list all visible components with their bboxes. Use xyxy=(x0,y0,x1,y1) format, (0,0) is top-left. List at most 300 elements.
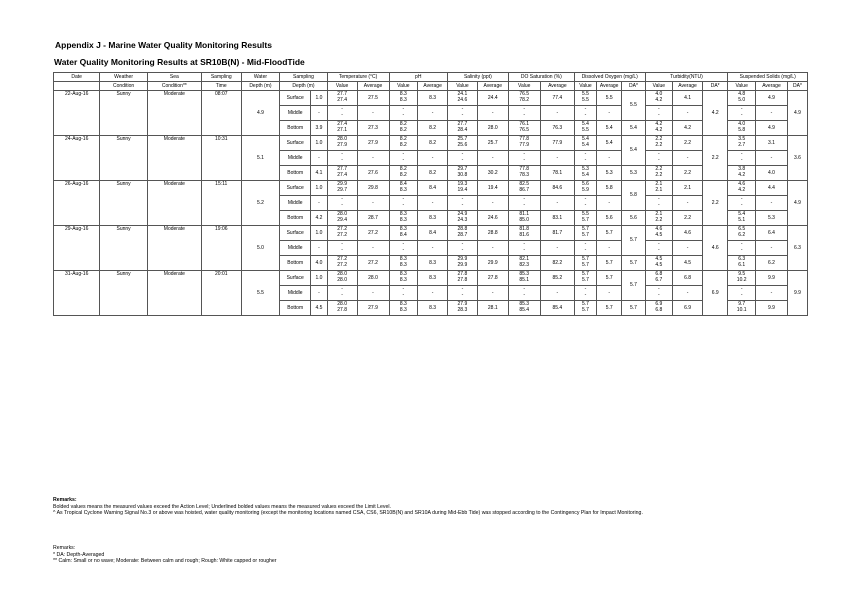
turbidity-value xyxy=(645,286,673,301)
salinity-value-reading: - xyxy=(461,112,464,118)
ph-value-reading: - xyxy=(402,196,405,203)
suspended-solids-average: 4.4 xyxy=(755,181,787,196)
ph-value-reading: 8.3 xyxy=(399,217,407,223)
salinity-value-reading: 25.7 xyxy=(457,136,468,143)
date-cell: 29-Aug-16 xyxy=(54,226,100,271)
turbidity-value xyxy=(645,196,673,211)
level-label-cell: Bottom xyxy=(280,211,311,226)
ph-value-reading: - xyxy=(402,292,405,298)
water-depth-cell: 5.1 xyxy=(241,136,280,181)
salinity-value-reading: 27.7 xyxy=(457,121,468,128)
salinity-value xyxy=(448,151,478,166)
turbidity-value xyxy=(645,181,673,196)
salinity-value-reading: 27.8 xyxy=(457,271,468,278)
water-depth-cell: 4.9 xyxy=(241,91,280,136)
dissolved-oxygen-value-reading: 5.5 xyxy=(582,211,589,218)
col-do-saturation: DO Saturation (%) xyxy=(508,73,574,82)
suspended-solids-value-reading: - xyxy=(740,286,743,293)
do-saturation-value-reading: 77.8 xyxy=(519,136,530,143)
turbidity-average: 2.2 xyxy=(673,211,703,226)
temperature-average: 27.5 xyxy=(357,91,389,106)
col-ph: pH xyxy=(389,73,447,82)
turbidity-value-reading: - xyxy=(658,286,660,293)
dissolved-oxygen-da-bottom: 5.6 xyxy=(622,211,645,226)
date-cell: 26-Aug-16 xyxy=(54,181,100,226)
ph-value xyxy=(389,271,418,286)
ph-value-reading: - xyxy=(402,241,405,248)
col-sampling-depth-sub: Depth (m) xyxy=(280,82,327,91)
dissolved-oxygen-value xyxy=(574,286,596,301)
salinity-average: - xyxy=(477,286,508,301)
temperature-value-reading: 27.2 xyxy=(337,226,347,233)
temperature-average: 27.9 xyxy=(357,136,389,151)
temperature-value-reading: 29.4 xyxy=(337,217,347,223)
suspended-solids-value-reading: 3.8 xyxy=(738,166,746,173)
dissolved-oxygen-average: - xyxy=(597,241,622,256)
ph-average: 8.3 xyxy=(418,211,448,226)
do-saturation-value-reading: - xyxy=(523,151,526,158)
col-time-sub: Time xyxy=(201,82,241,91)
sampling-time-cell: 20:01 xyxy=(201,271,241,316)
temperature-average: 27.2 xyxy=(357,226,389,241)
do-saturation-value-reading: 81.1 xyxy=(519,211,530,218)
salinity-value-reading: 19.3 xyxy=(457,181,468,188)
table-row xyxy=(54,181,808,196)
suspended-solids-average: 3.1 xyxy=(755,136,787,151)
suspended-solids-value-reading: 9.5 xyxy=(738,271,746,278)
remarks-line: ** Calm: Small or no wave; Moderate: Between calm and rough; Rough: White capped or rougher xyxy=(53,558,277,564)
sea-condition-cell: Moderate xyxy=(147,181,201,226)
suspended-solids-average: - xyxy=(755,106,787,121)
ph-value xyxy=(389,241,418,256)
dissolved-oxygen-da-bottom: 5.7 xyxy=(622,301,645,316)
salinity-value-reading: - xyxy=(461,241,464,248)
do-saturation-value-reading: 78.3 xyxy=(519,172,530,178)
sampling-time-cell: 10:31 xyxy=(201,136,241,181)
suspended-solids-value-reading: 6.3 xyxy=(738,256,746,263)
do-saturation-value xyxy=(508,196,540,211)
do-saturation-value-reading: 86.7 xyxy=(519,187,530,193)
temperature-average: 27.2 xyxy=(357,256,389,271)
level-label-cell: Bottom xyxy=(280,256,311,271)
date-cell: 22-Aug-16 xyxy=(54,91,100,136)
suspended-solids-value-reading: 4.0 xyxy=(738,121,746,128)
ph-value-reading: 8.4 xyxy=(399,181,407,188)
col-sea: Sea xyxy=(147,73,201,82)
dissolved-oxygen-value-reading: - xyxy=(584,292,587,298)
temperature-value-reading: 27.1 xyxy=(337,127,347,133)
temperature-value xyxy=(327,271,357,286)
salinity-value-reading: 28.7 xyxy=(457,232,468,238)
ph-value xyxy=(389,106,418,121)
temperature-average: - xyxy=(357,151,389,166)
sampling-depth-cell: 4.2 xyxy=(311,211,328,226)
suspended-solids-value xyxy=(728,271,756,286)
temperature-value-reading: 27.4 xyxy=(337,121,347,128)
table-row xyxy=(54,226,808,241)
dissolved-oxygen-average: 5.7 xyxy=(597,271,622,286)
temperature-value xyxy=(327,241,357,256)
suspended-solids-value-reading: 4.2 xyxy=(738,187,746,193)
suspended-solids-value xyxy=(728,166,756,181)
suspended-solids-value xyxy=(728,226,756,241)
dissolved-oxygen-da-bottom: 5.3 xyxy=(622,166,645,181)
turbidity-value-reading: 4.5 xyxy=(655,232,663,238)
temperature-value-reading: - xyxy=(341,157,343,163)
sampling-time-cell: 08:07 xyxy=(201,91,241,136)
temperature-value-reading: 27.2 xyxy=(337,256,347,263)
dissolved-oxygen-value-reading: - xyxy=(584,196,587,203)
suspended-solids-da: 3.6 xyxy=(787,136,807,181)
do-saturation-value-reading: - xyxy=(523,286,526,293)
dissolved-oxygen-da: 5.7 xyxy=(622,271,645,301)
ph-value-reading: 8.2 xyxy=(399,166,407,173)
do-saturation-average: 81.7 xyxy=(540,226,574,241)
do-saturation-average: - xyxy=(540,151,574,166)
dissolved-oxygen-value-reading: 5.3 xyxy=(582,166,589,173)
table-title: Water Quality Monitoring Results at SR10B(N) - Mid-FloodTide xyxy=(54,57,305,67)
ph-value xyxy=(389,301,418,316)
dissolved-oxygen-value-reading: 5.7 xyxy=(582,271,589,278)
sampling-depth-cell: 4.0 xyxy=(311,256,328,271)
suspended-solids-average: - xyxy=(755,151,787,166)
temperature-value-reading: 28.0 xyxy=(337,277,347,283)
do-saturation-value xyxy=(508,271,540,286)
suspended-solids-value-reading: - xyxy=(740,106,743,113)
temperature-value-reading: 27.7 xyxy=(337,91,347,98)
salinity-value-reading: 29.7 xyxy=(457,166,468,173)
salinity-value-reading: - xyxy=(461,286,464,293)
dissolved-oxygen-value-reading: - xyxy=(584,106,587,113)
temperature-average: - xyxy=(357,196,389,211)
suspended-solids-value-reading: - xyxy=(740,241,743,248)
salinity-value xyxy=(448,166,478,181)
temperature-value-reading: - xyxy=(341,202,343,208)
sampling-depth-cell: - xyxy=(311,151,328,166)
temperature-value xyxy=(327,256,357,271)
dissolved-oxygen-value-reading: 5.7 xyxy=(582,232,589,238)
col-da: DA* xyxy=(702,82,727,91)
level-label-cell: Surface xyxy=(280,226,311,241)
do-saturation-average: 77.4 xyxy=(540,91,574,106)
ph-value-reading: 8.2 xyxy=(399,121,407,128)
temperature-value-reading: - xyxy=(341,112,343,118)
temperature-value-reading: - xyxy=(341,151,343,158)
salinity-value xyxy=(448,226,478,241)
salinity-value-reading: - xyxy=(461,157,464,163)
header-row-sub xyxy=(54,82,808,91)
ph-value-reading: 8.3 xyxy=(399,277,407,283)
remarks-line: Bolded values means the measured values exceed the Action Level; Underlined bolded values means the measured values exceed the Limit Level. xyxy=(53,503,391,510)
ph-value xyxy=(389,136,418,151)
turbidity-value-reading: 4.2 xyxy=(655,121,663,128)
table-row xyxy=(54,271,808,286)
ph-average: - xyxy=(418,106,448,121)
ph-value-reading: 8.2 xyxy=(399,172,407,178)
sampling-depth-cell: - xyxy=(311,286,328,301)
turbidity-value-reading: 6.8 xyxy=(655,307,663,313)
dissolved-oxygen-average: - xyxy=(597,196,622,211)
temperature-value-reading: 27.2 xyxy=(337,232,347,238)
level-label-cell: Surface xyxy=(280,91,311,106)
ph-value-reading: 8.3 xyxy=(399,187,407,193)
turbidity-average: - xyxy=(673,151,703,166)
turbidity-average: - xyxy=(673,286,703,301)
temperature-value-reading: - xyxy=(341,247,343,253)
dissolved-oxygen-value-reading: - xyxy=(584,247,587,253)
do-saturation-value-reading: 77.8 xyxy=(519,166,530,173)
level-label-cell: Middle xyxy=(280,241,311,256)
dissolved-oxygen-value-reading: - xyxy=(584,157,587,163)
do-saturation-value xyxy=(508,301,540,316)
do-saturation-value xyxy=(508,106,540,121)
dissolved-oxygen-average: 5.5 xyxy=(597,91,622,106)
turbidity-average: 2.2 xyxy=(673,166,703,181)
ph-value-reading: - xyxy=(402,112,405,118)
dissolved-oxygen-average: 5.8 xyxy=(597,181,622,196)
suspended-solids-da: 4.9 xyxy=(787,181,807,226)
turbidity-value xyxy=(645,106,673,121)
salinity-value-reading: 28.3 xyxy=(457,307,468,313)
col-value: Value xyxy=(389,82,418,91)
turbidity-value xyxy=(645,211,673,226)
turbidity-value xyxy=(645,151,673,166)
temperature-average: 29.8 xyxy=(357,181,389,196)
suspended-solids-da: 6.3 xyxy=(787,226,807,271)
salinity-value-reading: - xyxy=(461,106,464,113)
weather-cell: Sunny xyxy=(100,181,147,226)
temperature-value-reading: 29.7 xyxy=(337,187,347,193)
salinity-value-reading: - xyxy=(461,196,464,203)
turbidity-value-reading: 2.2 xyxy=(655,142,663,148)
turbidity-da: 6.9 xyxy=(702,271,727,316)
level-label-cell: Middle xyxy=(280,286,311,301)
salinity-average: 28.1 xyxy=(477,301,508,316)
col-turbidity: Turbidity(NTU) xyxy=(645,73,728,82)
suspended-solids-average: - xyxy=(755,286,787,301)
do-saturation-value-reading: - xyxy=(523,112,526,118)
dissolved-oxygen-average: - xyxy=(597,286,622,301)
dissolved-oxygen-value xyxy=(574,211,596,226)
level-label-cell: Bottom xyxy=(280,301,311,316)
do-saturation-average: 84.6 xyxy=(540,181,574,196)
dissolved-oxygen-value-reading: 5.4 xyxy=(582,142,589,148)
sampling-depth-cell: - xyxy=(311,106,328,121)
suspended-solids-value xyxy=(728,151,756,166)
temperature-value xyxy=(327,91,357,106)
do-saturation-value-reading: 81.6 xyxy=(519,232,530,238)
suspended-solids-average: 4.9 xyxy=(755,121,787,136)
temperature-value-reading: 27.2 xyxy=(337,262,347,268)
temperature-average: 27.9 xyxy=(357,301,389,316)
col-average: Average xyxy=(673,82,703,91)
suspended-solids-value xyxy=(728,106,756,121)
dissolved-oxygen-value-reading: 5.7 xyxy=(582,301,589,308)
sampling-depth-cell: - xyxy=(311,241,328,256)
salinity-value-reading: 29.9 xyxy=(457,262,468,268)
do-saturation-value-reading: - xyxy=(523,247,526,253)
col-da: DA* xyxy=(787,82,807,91)
date-cell: 24-Aug-16 xyxy=(54,136,100,181)
suspended-solids-value xyxy=(728,211,756,226)
remarks-bottom xyxy=(53,545,276,565)
remarks-heading: Remarks: xyxy=(53,545,76,551)
dissolved-oxygen-value xyxy=(574,106,596,121)
sampling-depth-cell: 1.0 xyxy=(311,136,328,151)
sampling-time-cell: 19:06 xyxy=(201,226,241,271)
turbidity-value xyxy=(645,256,673,271)
suspended-solids-value xyxy=(728,286,756,301)
col-water-depth: Water xyxy=(241,73,280,82)
salinity-average: 28.0 xyxy=(477,121,508,136)
ph-value xyxy=(389,226,418,241)
col-value: Value xyxy=(448,82,478,91)
suspended-solids-value-reading: - xyxy=(740,202,743,208)
turbidity-average: 4.5 xyxy=(673,256,703,271)
level-label-cell: Surface xyxy=(280,271,311,286)
dissolved-oxygen-value-reading: 5.7 xyxy=(582,226,589,233)
temperature-value xyxy=(327,211,357,226)
suspended-solids-value-reading: 10.2 xyxy=(736,277,747,283)
do-saturation-value-reading: 85.1 xyxy=(519,277,530,283)
turbidity-value-reading: - xyxy=(658,196,660,203)
suspended-solids-average: - xyxy=(755,241,787,256)
temperature-value xyxy=(327,301,357,316)
table-row xyxy=(54,136,808,151)
col-average: Average xyxy=(418,82,448,91)
temperature-value-reading: - xyxy=(341,106,343,113)
turbidity-da: 2.2 xyxy=(702,181,727,226)
ph-average: 8.2 xyxy=(418,166,448,181)
do-saturation-value-reading: 76.5 xyxy=(519,127,530,133)
sea-condition-cell: Moderate xyxy=(147,136,201,181)
salinity-value-reading: 24.3 xyxy=(457,217,468,223)
turbidity-value-reading: 2.2 xyxy=(655,217,663,223)
temperature-average: - xyxy=(357,106,389,121)
ph-value-reading: - xyxy=(402,247,405,253)
col-weather: Weather xyxy=(100,73,147,82)
dissolved-oxygen-average: 5.3 xyxy=(597,166,622,181)
suspended-solids-da: 9.9 xyxy=(787,271,807,316)
ph-average: 8.3 xyxy=(418,271,448,286)
sampling-depth-cell: - xyxy=(311,196,328,211)
turbidity-value xyxy=(645,91,673,106)
salinity-value-reading: 30.8 xyxy=(457,172,468,178)
suspended-solids-value xyxy=(728,136,756,151)
salinity-average: 29.9 xyxy=(477,256,508,271)
do-saturation-average: 83.1 xyxy=(540,211,574,226)
temperature-value-reading: - xyxy=(341,292,343,298)
suspended-solids-value-reading: 5.1 xyxy=(738,217,746,223)
suspended-solids-value-reading: 4.8 xyxy=(738,91,746,98)
turbidity-value-reading: 2.1 xyxy=(655,211,663,218)
ph-value-reading: 8.4 xyxy=(399,232,407,238)
temperature-average: - xyxy=(357,241,389,256)
dissolved-oxygen-average: 5.6 xyxy=(597,211,622,226)
sampling-time-cell: 15:11 xyxy=(201,181,241,226)
do-saturation-value-reading: - xyxy=(523,106,526,113)
ph-average: 8.2 xyxy=(418,121,448,136)
salinity-value-reading: - xyxy=(461,151,464,158)
appendix-title: Appendix J - Marine Water Quality Monitoring Results xyxy=(55,40,272,50)
turbidity-average: 4.1 xyxy=(673,91,703,106)
dissolved-oxygen-da: 5.5 xyxy=(622,91,645,121)
do-saturation-value-reading: 82.5 xyxy=(519,181,530,188)
temperature-average: - xyxy=(357,286,389,301)
dissolved-oxygen-average: 5.7 xyxy=(597,226,622,241)
salinity-value-reading: 25.6 xyxy=(457,142,468,148)
turbidity-average: 2.2 xyxy=(673,136,703,151)
level-label-cell: Surface xyxy=(280,136,311,151)
dissolved-oxygen-value xyxy=(574,166,596,181)
temperature-average: 28.0 xyxy=(357,271,389,286)
salinity-average: - xyxy=(477,241,508,256)
col-da: DA* xyxy=(622,82,645,91)
sampling-depth-cell: 3.9 xyxy=(311,121,328,136)
do-saturation-average: 85.4 xyxy=(540,301,574,316)
salinity-value xyxy=(448,181,478,196)
dissolved-oxygen-value-reading: 5.7 xyxy=(582,277,589,283)
salinity-value-reading: 27.9 xyxy=(457,301,468,308)
sampling-depth-cell: 1.0 xyxy=(311,271,328,286)
suspended-solids-value-reading: 5.8 xyxy=(738,127,746,133)
salinity-value xyxy=(448,91,478,106)
dissolved-oxygen-value xyxy=(574,196,596,211)
turbidity-value-reading: 6.7 xyxy=(655,277,663,283)
salinity-average: 24.4 xyxy=(477,91,508,106)
salinity-average: 25.7 xyxy=(477,136,508,151)
suspended-solids-value xyxy=(728,256,756,271)
col-value: Value xyxy=(728,82,756,91)
weather-cell: Sunny xyxy=(100,271,147,316)
ph-average: - xyxy=(418,241,448,256)
suspended-solids-average: 6.2 xyxy=(755,256,787,271)
ph-value-reading: 8.3 xyxy=(399,262,407,268)
col-value: Value xyxy=(574,82,596,91)
suspended-solids-value xyxy=(728,91,756,106)
col-dissolved-oxygen: Dissolved Oxygen (mg/L) xyxy=(574,73,645,82)
temperature-value xyxy=(327,121,357,136)
salinity-value xyxy=(448,106,478,121)
turbidity-value-reading: 2.1 xyxy=(655,181,663,188)
ph-average: 8.4 xyxy=(418,181,448,196)
suspended-solids-value-reading: - xyxy=(740,151,743,158)
suspended-solids-value-reading: 5.0 xyxy=(738,97,746,103)
dissolved-oxygen-value-reading: 5.7 xyxy=(582,256,589,263)
salinity-average: 30.2 xyxy=(477,166,508,181)
do-saturation-value xyxy=(508,136,540,151)
dissolved-oxygen-value-reading: 5.9 xyxy=(582,187,589,193)
salinity-value xyxy=(448,256,478,271)
suspended-solids-value-reading: 10.1 xyxy=(736,307,747,313)
suspended-solids-value-reading: 4.6 xyxy=(738,181,746,188)
turbidity-average: - xyxy=(673,106,703,121)
col-date: Date xyxy=(54,73,100,82)
ph-average: - xyxy=(418,196,448,211)
turbidity-value xyxy=(645,121,673,136)
level-label-cell: Middle xyxy=(280,196,311,211)
do-saturation-value-reading: 81.8 xyxy=(519,226,530,233)
turbidity-value-reading: - xyxy=(658,157,660,163)
salinity-value-reading: 24.1 xyxy=(457,91,468,98)
sampling-depth-cell: 1.0 xyxy=(311,181,328,196)
dissolved-oxygen-da: 5.8 xyxy=(622,181,645,211)
turbidity-average: 4.2 xyxy=(673,121,703,136)
dissolved-oxygen-value xyxy=(574,151,596,166)
dissolved-oxygen-da-bottom: 5.4 xyxy=(622,121,645,136)
ph-average: 8.3 xyxy=(418,301,448,316)
ph-value-reading: - xyxy=(402,151,405,158)
